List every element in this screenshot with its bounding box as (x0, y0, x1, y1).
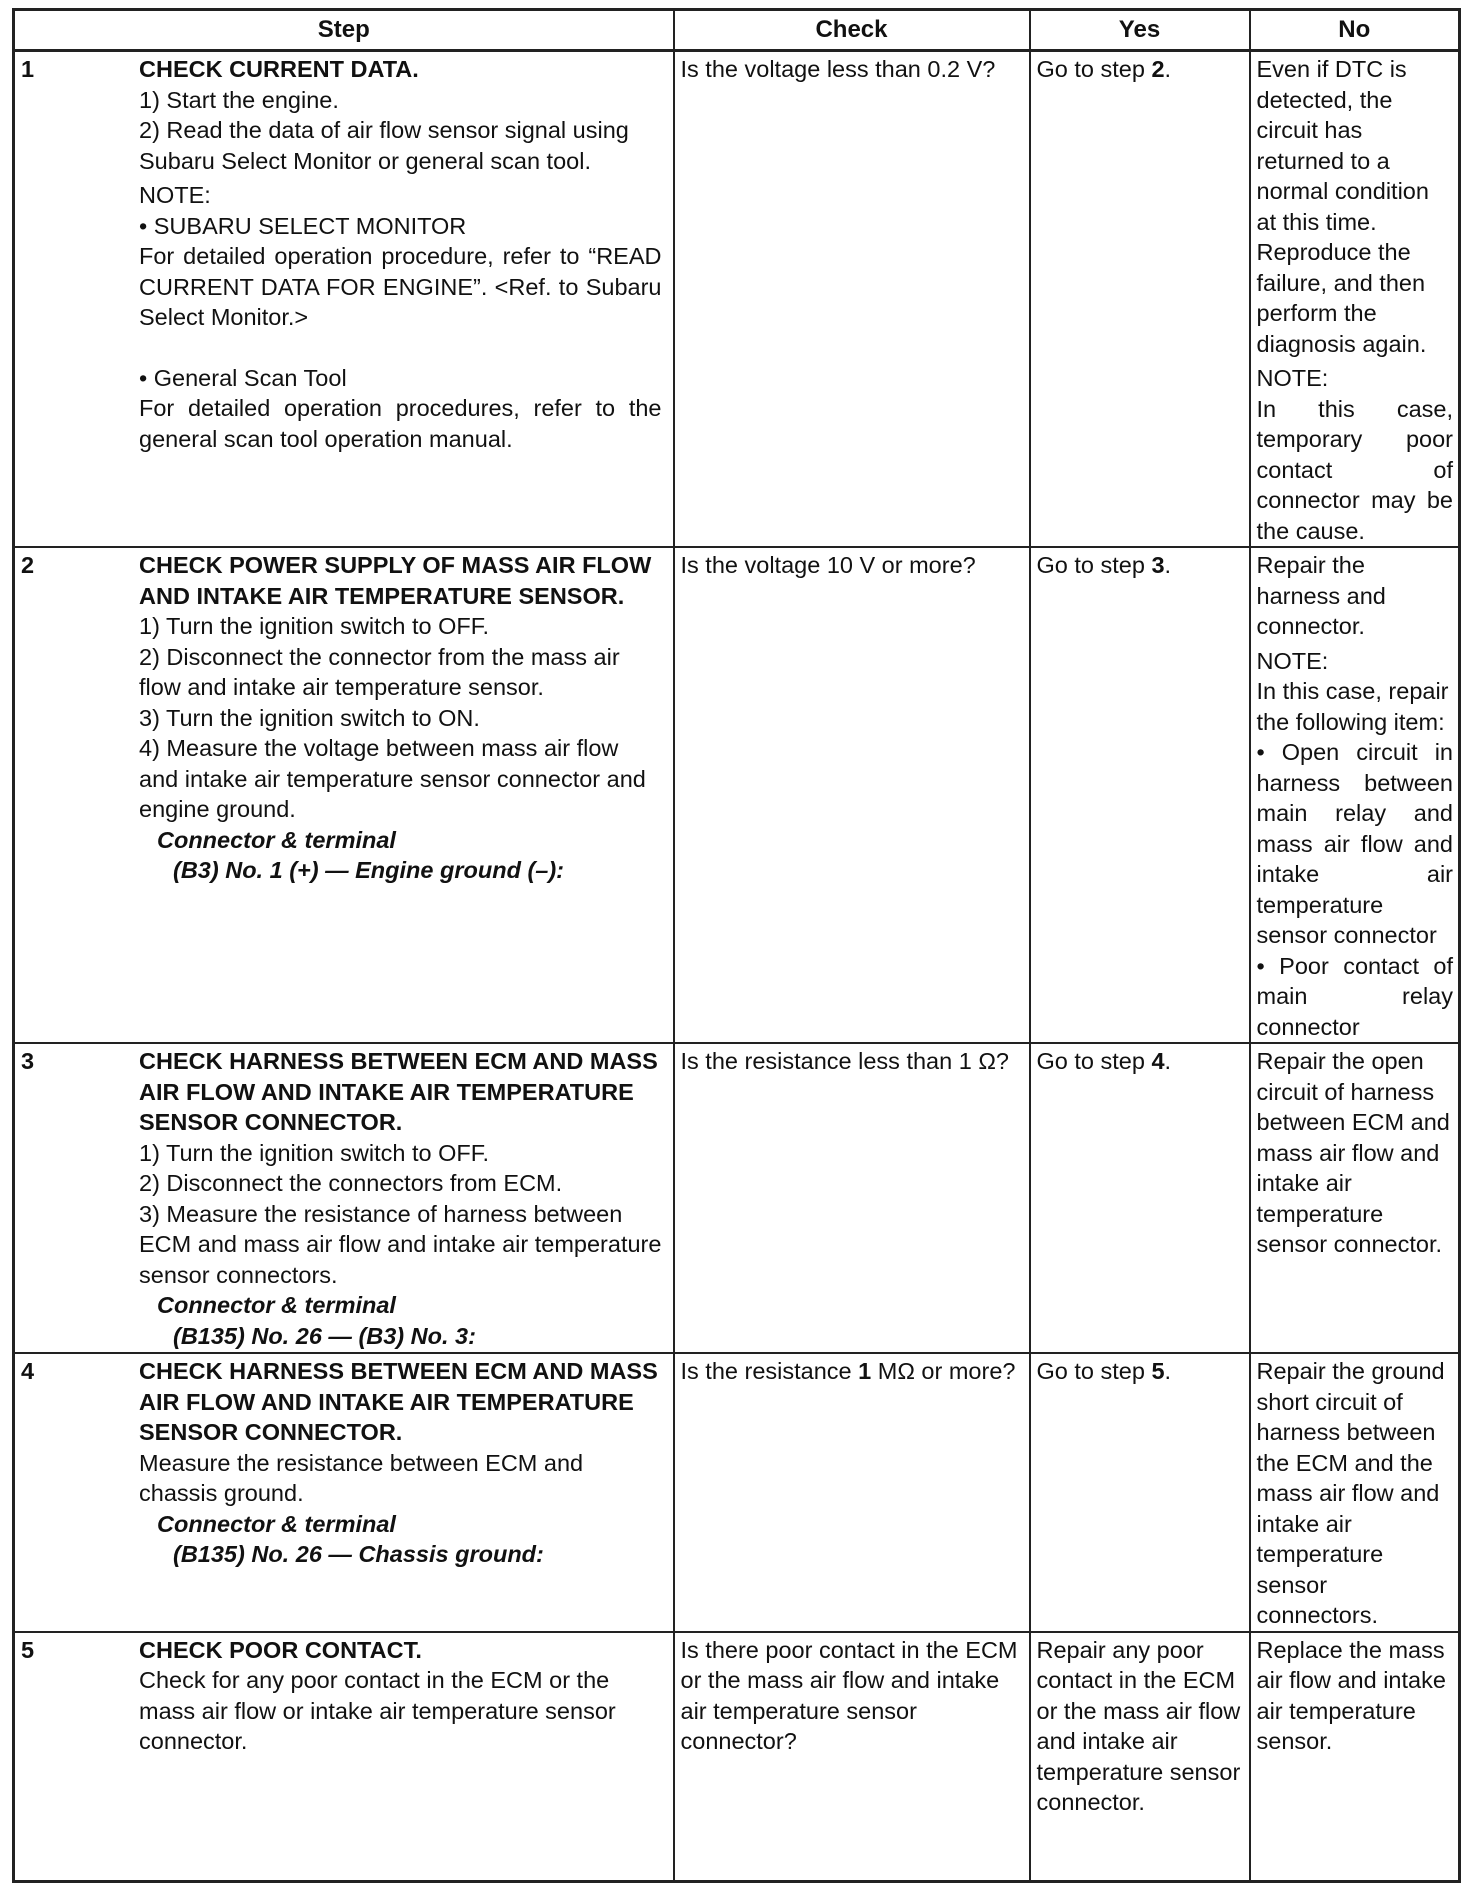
no-text: Repair the harness and connector. (1256, 552, 1386, 639)
step-instruction: 2) Read the data of air flow sensor signal using Subaru Select Monitor or general scan tool. (139, 117, 629, 174)
step-instruction: 1) Turn the ignition switch to OFF. (139, 613, 490, 639)
table-row (14, 547, 1460, 1043)
no-cell (1250, 1632, 1460, 1882)
no-text: Replace the mass air flow and intake air temperature sensor. (1256, 1636, 1446, 1754)
no-cell (1250, 547, 1460, 1043)
connector-terminal: (B135) No. 26 — (B3) No. 3: (173, 1322, 476, 1349)
no-cell (1250, 51, 1460, 548)
step-note-text: For detailed operation procedure, refer to “READ CURRENT DATA FOR ENGINE”. <Ref. to Subaru Select Monitor.> (139, 243, 662, 330)
step-instruction: 3) Measure the resistance of harness between ECM and mass air flow and intake air temperature sensor connectors. (139, 1200, 662, 1288)
table-row (14, 51, 1460, 548)
diagnostic-table (12, 8, 1461, 1883)
no-note-label: NOTE: (1256, 365, 1329, 391)
yes-cell: Go to step 3. (1030, 547, 1250, 1043)
step-cell (14, 1043, 674, 1353)
yes-step-number: 3 (1151, 552, 1165, 578)
step-instruction: Check for any poor contact in the ECM or the mass air flow or intake air temperature sensor connector. (139, 1667, 616, 1754)
step-number: 3 (21, 1048, 35, 1074)
step-note-item: • SUBARU SELECT MONITOR (139, 212, 467, 239)
yes-step-number: 4 (1151, 1048, 1165, 1074)
yes-cell: Go to step 5. (1030, 1353, 1250, 1632)
step-cell (14, 1632, 674, 1882)
no-note-text: In this case, repair the following item: (1256, 678, 1449, 735)
no-cell (1250, 1043, 1460, 1353)
step-title: CHECK CURRENT DATA. (139, 56, 419, 82)
connector-label: Connector & terminal (157, 1510, 396, 1537)
connector-label: Connector & terminal (157, 826, 396, 853)
step-cell (14, 1353, 674, 1632)
step-number: 4 (21, 1358, 35, 1384)
connector-label: Connector & terminal (157, 1292, 396, 1318)
connector-terminal: (B135) No. 26 — Chassis ground: (173, 1541, 544, 1567)
step-instruction: 2) Disconnect the connectors from ECM. (139, 1170, 563, 1196)
check-cell: Is there poor contact in the ECM or the mass air flow and intake air temperature sensor connector? (674, 1632, 1030, 1882)
step-instruction: 1) Turn the ignition switch to OFF. (139, 1139, 490, 1166)
step-number: 1 (21, 56, 35, 82)
no-note-label: NOTE: (1256, 647, 1329, 674)
step-cell (14, 51, 674, 548)
no-bullet-item: • Poor contact of main relay connector (1256, 952, 1453, 1040)
step-number: 2 (21, 552, 35, 578)
step-instruction: 2) Disconnect the connector from the mass air flow and intake air temperature sensor. (139, 643, 620, 700)
connector-terminal: (B3) No. 1 (+) — Engine ground (–): (173, 857, 564, 883)
step-instruction: Measure the resistance between ECM and chassis ground. (139, 1449, 584, 1506)
check-cell: Is the voltage 10 V or more? (674, 547, 1030, 1043)
no-text: Even if DTC is detected, the circuit has returned to a normal condition at this time. Reproduce the failure, and then perform the diagnosis again. (1256, 56, 1429, 357)
no-cell (1250, 1353, 1460, 1632)
check-cell: Is the resistance 1 MΩ or more? (674, 1353, 1030, 1632)
step-title: CHECK HARNESS BETWEEN ECM AND MASS AIR FLOW AND INTAKE AIR TEMPERATURE SENSOR CONNECTOR. (139, 1358, 658, 1445)
step-instruction: 1) Start the engine. (139, 86, 339, 113)
yes-cell: Go to step 2. (1030, 51, 1250, 548)
header-check: Check (674, 10, 1030, 51)
yes-step-number: 2 (1151, 56, 1165, 82)
no-note-text: In this case, temporary poor contact of connector may be the cause. (1256, 395, 1453, 544)
header-yes: Yes (1030, 10, 1250, 51)
header-no: No (1250, 10, 1460, 51)
step-note-text: For detailed operation procedures, refer to the general scan tool operation manual. (139, 395, 662, 452)
check-cell: Is the voltage less than 0.2 V? (674, 51, 1030, 548)
step-title: CHECK HARNESS BETWEEN ECM AND MASS AIR FLOW AND INTAKE AIR TEMPERATURE SENSOR CONNECTOR. (139, 1048, 658, 1135)
no-bullet-item: • Open circuit in harness between main relay and mass air flow and intake air temperature sensor connector (1256, 739, 1453, 948)
step-cell (14, 547, 674, 1043)
yes-cell: Go to step 4. (1030, 1043, 1250, 1353)
step-instruction: 3) Turn the ignition switch to ON. (139, 704, 480, 731)
step-note-label: NOTE: (139, 182, 211, 208)
yes-cell: Repair any poor contact in the ECM or the mass air flow and intake air temperature sensor connector. (1030, 1632, 1250, 1882)
table-row (14, 1632, 1460, 1882)
check-cell: Is the resistance less than 1 Ω? (674, 1043, 1030, 1353)
step-title: CHECK POWER SUPPLY OF MASS AIR FLOW AND INTAKE AIR TEMPERATURE SENSOR. (139, 552, 652, 609)
step-title: CHECK POOR CONTACT. (139, 1636, 422, 1663)
step-note-item: • General Scan Tool (139, 364, 347, 391)
step-instruction: 4) Measure the voltage between mass air flow and intake air temperature sensor connector and engine ground. (139, 735, 646, 822)
header-row (14, 10, 1460, 51)
table-row (14, 1353, 1460, 1632)
no-text: Repair the ground short circuit of harness between the ECM and the mass air flow and intake air temperature sensor connectors. (1256, 1358, 1445, 1628)
table-row (14, 1043, 1460, 1353)
yes-step-number: 5 (1151, 1358, 1165, 1384)
step-number: 5 (21, 1636, 35, 1663)
header-step: Step (14, 10, 674, 51)
no-text: Repair the open circuit of harness between ECM and mass air flow and intake air temperature sensor connector. (1256, 1048, 1450, 1257)
